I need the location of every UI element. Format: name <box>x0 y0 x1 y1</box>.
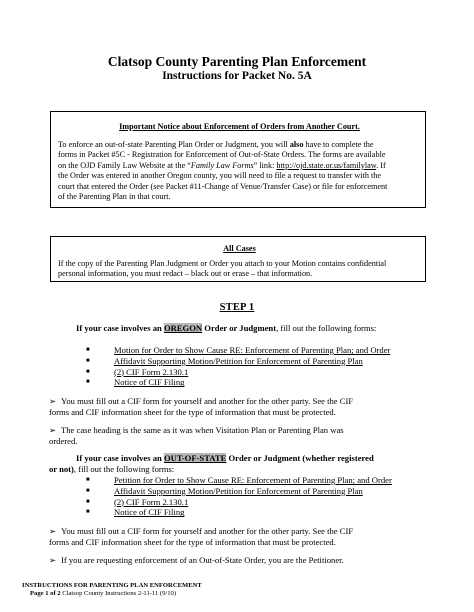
notice-line: of the Parenting Plan in that court. <box>58 192 171 202</box>
notice-line: To enforce an out-of-state Parenting Plan Order or Judgment, you will also have to complete the <box>58 140 374 149</box>
notice-line: forms in Packet #5C - Registration for Enforcement of Out-of-State Orders. The forms are available <box>58 150 386 160</box>
oregon-lead <box>76 323 456 334</box>
notice-box <box>50 111 426 208</box>
form-item[interactable]: ■ Petition for Order to Show Cause RE: Enforcement of Parenting Plan; and Order <box>86 475 466 486</box>
all-cases-line: personal information, you must redact – black out or erase – that information. <box>58 269 313 279</box>
oregon-highlight: OREGON <box>163 323 203 333</box>
arrow-bullet-icon: ➢ <box>49 396 57 406</box>
notice-line: on the OJD Family Law Website at the “Family Law Forms” link: http://ojd.state.or.us/familylaw. If <box>58 160 386 170</box>
form-item[interactable]: ■ Notice of CIF Filing <box>86 507 466 518</box>
all-cases-body <box>58 259 421 280</box>
out-of-state-note-cif: ➢ You must fill out a CIF form for yourself and another for the other party. See the CIF forms and CIF information sheet for the type of information that must be protected. <box>49 526 354 547</box>
out-of-state-highlight: OUT-OF-STATE <box>163 453 227 463</box>
oregon-lead-bold: Order or Judgment <box>202 323 277 333</box>
step-heading: STEP 1 <box>219 302 255 313</box>
oregon-forms-list <box>86 345 466 388</box>
notice-line: the Order was entered in another Oregon county, you will need to file a request to transfer with the <box>58 171 381 181</box>
form-item[interactable]: ■ (2) CIF Form 2.130.1 <box>86 367 466 378</box>
all-cases-line: If the copy of the Parenting Plan Judgment or Order you attach to your Motion contains confidential <box>58 259 387 268</box>
arrow-bullet-icon: ➢ <box>49 555 57 565</box>
footer-title: INSTRUCTIONS FOR PARENTING PLAN ENFORCEMENT <box>22 582 202 589</box>
out-of-state-lead: If your case involves an OUT-OF-STATE Order or Judgment (whether registered or not), fill out the following forms: <box>49 453 374 474</box>
arrow-bullet-icon: ➢ <box>49 425 57 435</box>
footer-page-info <box>30 590 176 598</box>
notice-line: court that entered the Order (see Packet #11-Change of Venue/Transfer Case) or file for enforcement <box>58 181 388 191</box>
document-subtitle: Instructions for Packet No. 5A <box>162 70 312 82</box>
form-item[interactable]: ■ Notice of CIF Filing <box>86 377 466 388</box>
notice-body <box>58 140 421 202</box>
form-item[interactable]: ■ Motion for Order to Show Cause RE: Enforcement of Parenting Plan; and Order <box>86 345 466 356</box>
all-cases-heading: All Cases <box>223 244 256 253</box>
form-item[interactable]: ■ (2) CIF Form 2.130.1 <box>86 497 466 508</box>
notice-heading: Important Notice about Enforcement of Orders from Another Court. <box>119 122 360 131</box>
oregon-note-cif: ➢ You must fill out a CIF form for yourself and another for the other party. See the CIF forms and CIF information sheet for the type of information that must be protected. <box>49 396 354 417</box>
out-of-state-forms-list <box>86 475 466 518</box>
out-of-state-note-petitioner: ➢ If you are requesting enforcement of an Out-of-State Order, you are the Petitioner. <box>49 555 344 565</box>
arrow-bullet-icon: ➢ <box>49 526 57 536</box>
footer-source: Clatsop County Instructions 2-11-11 (9/10) <box>62 590 177 597</box>
oregon-lead-rest: , fill out the following forms: <box>276 323 377 333</box>
form-item[interactable]: ■ Affidavit Supporting Motion/Petition for Enforcement of Parenting Plan <box>86 356 466 367</box>
oregon-lead-text: If your case involves an <box>76 323 164 333</box>
form-item[interactable]: ■ Affidavit Supporting Motion/Petition for Enforcement of Parenting Plan <box>86 486 466 497</box>
all-cases-box <box>50 236 426 282</box>
page-number: Page 1 of 2 <box>30 590 61 597</box>
oregon-note-heading: ➢ The case heading is the same as it was when Visitation Plan or Parenting Plan was ordered. <box>49 425 344 446</box>
document-title: Clatsop County Parenting Plan Enforcement <box>107 54 367 69</box>
